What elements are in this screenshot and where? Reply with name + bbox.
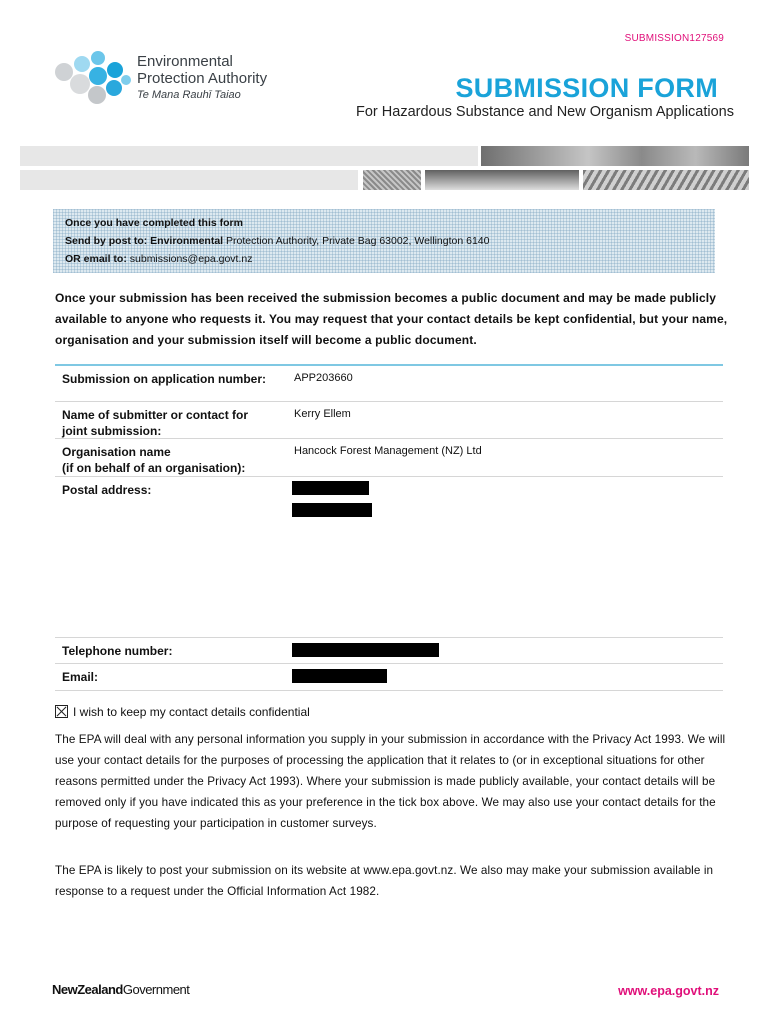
- table-row: [55, 638, 723, 664]
- notice-post-line: [65, 235, 489, 247]
- telephone-label: Telephone number:: [62, 644, 173, 658]
- header-band-grey: [20, 146, 478, 166]
- nz-government-logo-part-1: NewZealand: [52, 982, 123, 997]
- logo-line-3: Te Mana Rauhī Taiao: [137, 89, 241, 101]
- epa-logo-mark-icon: [52, 50, 132, 106]
- submission-instructions-box: [53, 209, 715, 273]
- logo-line-1: Environmental: [137, 53, 233, 70]
- application-number-label: Submission on application number:: [62, 372, 267, 386]
- organisation-value[interactable]: Hancock Forest Management (NZ) Ltd: [294, 445, 482, 457]
- telephone-redaction: [292, 643, 439, 657]
- submission-id: SUBMISSION127569: [624, 33, 724, 44]
- notice-email-address[interactable]: submissions@epa.govt.nz: [126, 253, 253, 265]
- nz-government-logo-part-2: Government: [122, 982, 190, 997]
- submitter-name-label: Name of submitter or contact for joint submission:: [62, 408, 249, 438]
- table-row: [55, 439, 723, 477]
- application-number-value[interactable]: APP203660: [294, 372, 353, 384]
- notice-post-address: Protection Authority, Private Bag 63002, Wellington 6140: [223, 235, 490, 247]
- header-band-grey-lower: [20, 170, 358, 190]
- epa-logo: [52, 50, 312, 106]
- organisation-label-line-2: (if on behalf of an organisation):: [62, 461, 246, 475]
- website-paragraph: The EPA is likely to post your submission on its website at www.epa.govt.nz. We also may make your submission available in response to a request under the Official Information Act 1982.: [55, 864, 714, 898]
- table-row: [55, 364, 723, 402]
- confidential-label: I wish to keep my contact details confidential: [73, 705, 310, 719]
- header-band-photo-texture: [363, 170, 421, 190]
- email-label: Email:: [62, 670, 99, 684]
- postal-address-redaction-2: [292, 503, 372, 517]
- header-band-photo-sky: [425, 170, 579, 190]
- notice-email-label: OR email to:: [65, 253, 127, 265]
- nz-government-logo: [52, 982, 189, 997]
- footer-website-link[interactable]: www.epa.govt.nz: [618, 984, 719, 998]
- public-document-notice: Once your submission has been received the submission becomes a public document and may be made publicly available to anyone who requests it. You may request that your contact details be kept confidential, but your name, organisation and your submission itself will become a public document.: [55, 291, 728, 347]
- postal-address-label: Postal address:: [62, 483, 152, 497]
- form-subtitle: For Hazardous Substance and New Organism Applications: [356, 104, 734, 120]
- notice-post-label: Send by post to: Environmental: [65, 235, 224, 247]
- submitter-details-table: [55, 364, 723, 691]
- submitter-name-value[interactable]: Kerry Ellem: [294, 408, 351, 420]
- table-row: [55, 402, 723, 439]
- table-row: [55, 477, 723, 638]
- table-row: [55, 664, 723, 691]
- confidential-checkbox[interactable]: [55, 705, 68, 718]
- notice-heading: Once you have completed this form: [65, 217, 243, 229]
- privacy-paragraph: The EPA will deal with any personal information you supply in your submission in accordance with the Privacy Act 1993. We will use your contact details for the purposes of processing the application that it relates to (or in exceptional situations for other reasons permitted under the Privacy Act 1993). Where your submission is made publicly available, your contact details will be removed only if you have indicated this as your preference in the tick box above. We may also use your contact details for the purpose of requesting your participation in customer surveys.: [55, 733, 726, 830]
- postal-address-redaction-1: [292, 481, 369, 495]
- logo-line-2: Protection Authority: [137, 70, 268, 87]
- header-band-photo-landscape: [481, 146, 749, 166]
- form-title: SUBMISSION FORM: [455, 73, 718, 103]
- header-band-photo-fern: [583, 170, 749, 190]
- email-redaction: [292, 669, 387, 683]
- organisation-label: [62, 444, 272, 476]
- organisation-label-line-1: Organisation name: [62, 445, 171, 459]
- notice-email-line: [65, 253, 252, 265]
